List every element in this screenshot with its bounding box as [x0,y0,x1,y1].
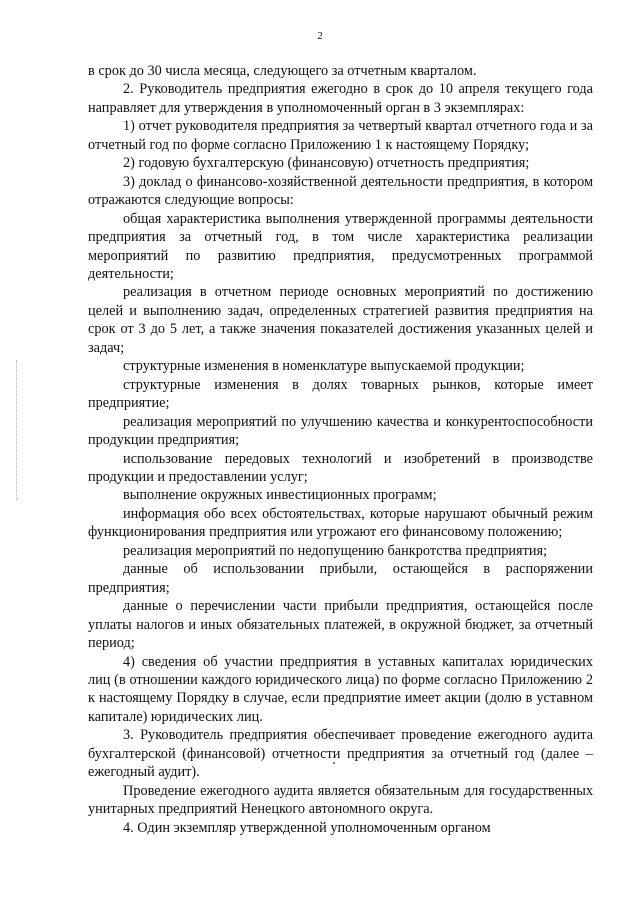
paragraph-question-bankruptcy: реализация мероприятий по недопущению банкротства предприятия; [123,542,548,559]
paragraph-audit-obligation: Проведение ежегодного аудита является обязательным для государственных унитарных предприятий Ненецкого автономного округа. [88,782,593,818]
paragraph-question-markets: структурные изменения в долях товарных рынков, которые имеет предприятие; [88,376,593,412]
paragraph-question-strategy: реализация в отчетном периоде основных мероприятий по достижению целей и выполнению задач, определенных стратегией развития предприятия на срок от 3 до 5 лет, а также значения показателей достижения указанных целей и задач; [88,284,593,356]
page-number: 2 [317,30,323,42]
paragraph-continuation: в срок до 30 числа месяца, следующего за отчетным кварталом. [88,63,477,79]
margin-scan-mark [16,360,18,500]
paragraph-question-technology: использование передовых технологий и изобретений в производстве продукции и предоставлении услуг; [88,450,593,485]
paragraph-item-4: 4. Один экземпляр утвержденной уполномоченным органом [123,819,491,836]
paragraph-question-general: общая характеристика выполнения утвержденной программы деятельности предприятия за отчетный год, в том числе характеристика реализации мероприятий по развитию предприятия, предусмотренных программой деятельности; [88,210,593,282]
paragraph-item-3: 3. Руководитель предприятия обеспечивает проведение ежегодного аудита бухгалтерской (финансовой) отчетности предприятия за отчетный год (далее – ежегодный аудит). [88,727,593,781]
paragraph-question-investment: выполнение окружных инвестиционных программ; [123,487,437,504]
paragraph-item-2: 2. Руководитель предприятия ежегодно в срок до 10 апреля текущего года направляет для утверждения в уполномоченный орган в 3 экземплярах: [88,81,593,116]
paragraph-subitem-1: 1) отчет руководителя предприятия за четвертый квартал отчетного года и за отчетный год по форме согласно Приложению 1 к настоящему Порядку; [88,118,593,153]
paragraph-question-quality: реализация мероприятий по улучшению качества и конкурентоспособности продукции предприятия; [88,413,593,449]
paragraph-question-profit-use: данные об использовании прибыли, остающейся в распоряжении предприятия; [88,561,593,596]
document-body [88,62,593,837]
paragraph-question-nomenclature: структурные изменения в номенклатуре выпускаемой продукции; [123,358,525,375]
paragraph-question-profit-transfer: данные о перечислении части прибыли предприятия, остающейся после уплаты налогов и иных обязательных платежей, в окружной бюджет, за отчетный период; [88,598,593,652]
paragraph-subitem-3: 3) доклад о финансово-хозяйственной деятельности предприятия, в котором отражаются следующие вопросы: [88,173,593,209]
paragraph-subitem-2: 2) годовую бухгалтерскую (финансовую) отчетность предприятия; [123,155,530,172]
paragraph-question-circumstances: информация обо всех обстоятельствах, которые нарушают обычный режим функционирования предприятия или угрожают его финансовому положению; [88,505,593,541]
paragraph-subitem-4: 4) сведения об участии предприятия в уставных капиталах юридических лиц (в отношении каждого юридического лица) по форме согласно Приложению 2 к настоящему Порядку в случае, если предприятие имеет акции (долю в уставном капитале) юридических лиц. [88,653,593,725]
